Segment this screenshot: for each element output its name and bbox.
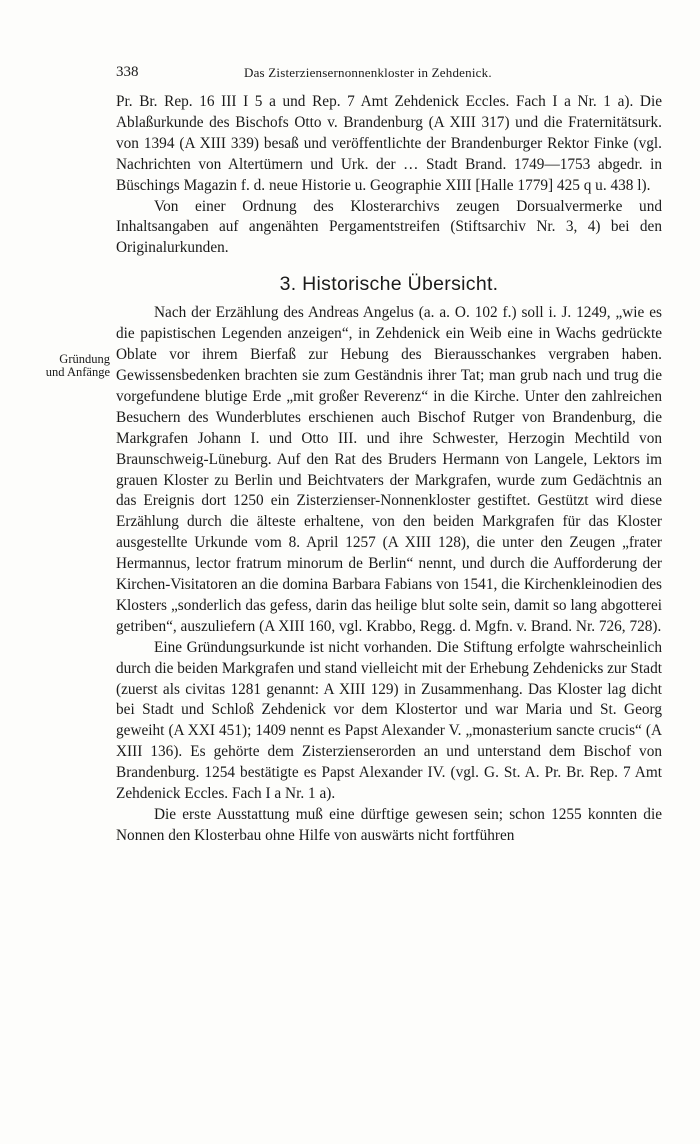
margin-note-line-2: und Anfänge [45,365,110,379]
margin-note-line-1: Gründung [59,352,110,366]
running-head: Das Zisterziensernonnenkloster in Zehdenick. [244,65,492,80]
page-header [116,64,656,86]
section-heading: 3. Historische Übersicht. [279,273,499,296]
paragraph: Die erste Ausstattung muß eine dürftige gewesen sein; schon 1255 konnten die Nonnen den Klosterbau ohne Hilfe von auswärts nicht fortführen [116,806,662,844]
paragraph: Pr. Br. Rep. 16 III I 5 a und Rep. 7 Amt Zehdenick Eccles. Fach I a Nr. 1 a). Die Ablaßurkunde des Bischofs Otto v. Brandenburg (A XIII 317) und die Fraternitätsurk. von 1394 (A XIII 339) besaß und veröffentlichte der Brandenburger Rektor Finke (vgl. Nachrichten von Altertümern und Urk. der … Stadt Brand. 1749—1753 abgedr. in Büschings Magazin f. d. neue Historie u. Geographie XIII [Halle 1779] 425 q u. 438 l). [116,93,662,194]
margin-note [14,353,110,379]
paragraph: Von einer Ordnung des Klosterarchivs zeugen Dorsualvermerke und Inhaltsangaben auf angenähten Pergamentstreifen (Stiftsarchiv Nr. 3, 4) bei den Originalurkunden. [116,197,662,257]
paragraph: Nach der Erzählung des Andreas Angelus (a. a. O. 102 f.) soll i. J. 1249, „wie es die papistischen Legenden anzeigen“, in Zehdenick ein Weib eine in Wachs gedrückte Oblate vor ihrem Bierfaß zur Hebung des Bierausschankes vergraben haben. Gewissensbedenken brachten sie zum Geständnis ihrer Tat; man grub nach und trug die vorgefundene blutige Erde „mit großer Reverenz“ in die Kirche. Unter den zahlreichen Besuchern des Wunderblutes erschienen auch Bischof Rutger von Brandenburg, die Markgrafen Johann I. und Otto III. und ihre Schwester, Herzogin Mechtild von Braunschweig-Lüneburg. Auf den Rat des Bruders Hermann von Langele, Lektors im grauen Kloster zu Berlin und Beichtvaters der Markgrafen, wurde zum Gedächtnis an das Ereignis dort 1250 ein Zisterzienser-Nonnenkloster gestiftet. Gestützt wird diese Erzählung durch die älteste erhaltene, von den beiden Markgrafen für das Kloster ausgestellte Urkunde vom 8. April 1257 (A XIII 128), die unter den Zeugen „frater Hermannus, lector fratrum minorum de Berlin“ nennt, und durch die Aufforderung der Kirchen-Visitatoren an die domina Barbara Fabians von 1541, die Kirchenkleinodien des Klosters „sonderlich das gefess, darin das heilige blut solte sein, damit so lang abgotterei getriben“, auszuliefern (A XIII 160, vgl. Krabbo, Regg. d. Mgfn. v. Brand. Nr. 726, 728). [116,304,662,635]
body-text [116,92,662,847]
page-number: 338 [116,64,139,80]
paragraph: Eine Gründungsurkunde ist nicht vorhanden. Die Stiftung erfolgte wahrscheinlich durch die beiden Markgrafen und stand vielleicht mit der Erhebung Zehdenicks zur Stadt (zuerst als civitas 1281 genannt: A XIII 129) in Zusammenhang. Das Kloster lag dicht bei Stadt und Schloß Zehdenick vor dem Klostertor und war Maria und St. Georg geweiht (A XXI 451); 1409 nennt es Papst Alexander V. „monasterium sancte crucis“ (A XIII 136). Es gehörte dem Zisterzienserorden an und unterstand dem Bischof von Brandenburg. 1254 bestätigte es Papst Alexander IV. (vgl. G. St. A. Pr. Br. Rep. 7 Amt Zehdenick Eccles. Fach I a Nr. 1 a). [116,638,662,803]
